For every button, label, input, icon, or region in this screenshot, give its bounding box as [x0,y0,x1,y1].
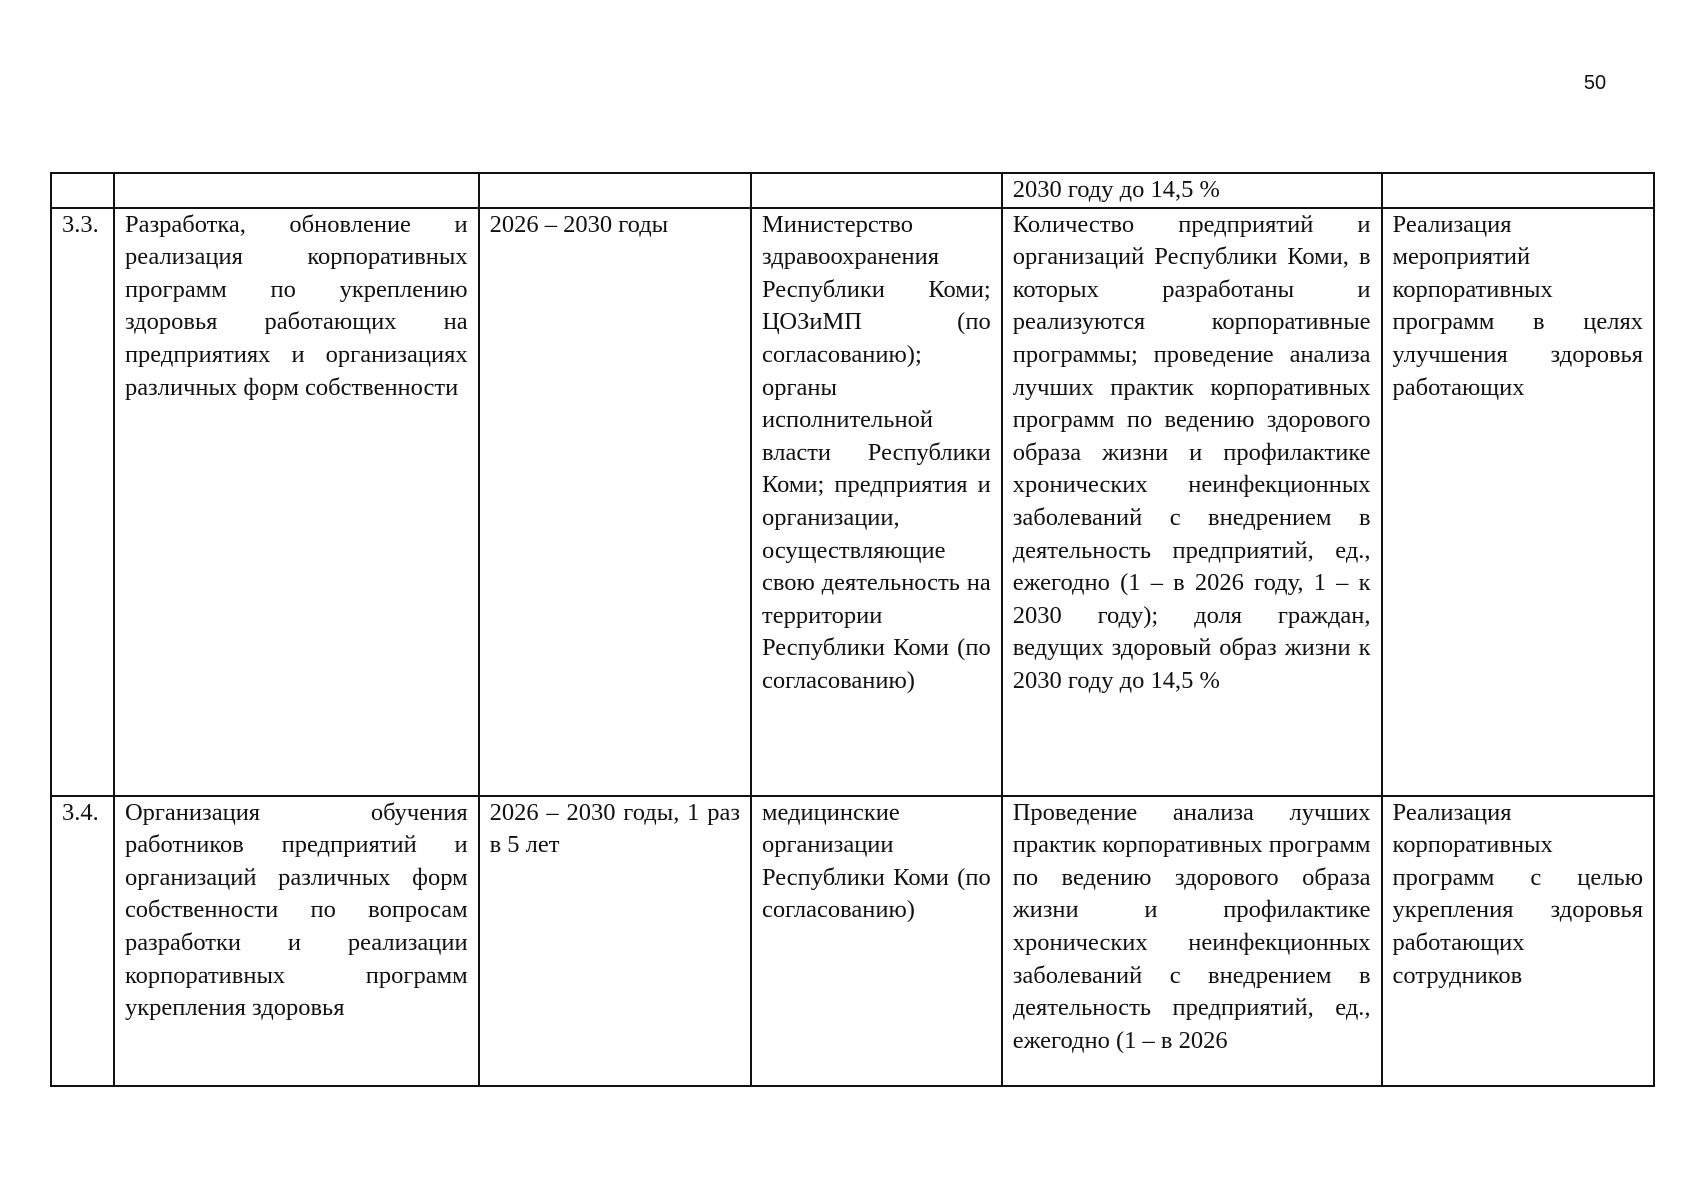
cell-responsible: Министерство здравоохранения Республики Коми; ЦОЗиМП (по согласованию); органы исполнительной власти Республики Коми; предприятия и организации, осуществляющие свою деятельность на территории Республики Коми (по согласованию) [751,208,1002,796]
table-row-continuation [51,173,1654,208]
cell-name: Организация обучения работников предприятий и организаций различных форм собственности по вопросам разработки и реализации корпоративных программ укрепления здоровья [114,796,479,1086]
cell-indicator: Количество предприятий и организаций Республики Коми, в которых разработаны и реализуются корпоративные программы; проведение анализа лучших практик корпоративных программ по ведению здорового образа жизни и профилактике хронических неинфекционных заболеваний с внедрением в деятельность предприятий, ед., ежегодно (1 – в 2026 году, 1 – к 2030 году); доля граждан, ведущих здоровый образ жизни к 2030 году до 14,5 % [1002,208,1382,796]
cell-result: Реализация корпоративных программ с целью укрепления здоровья работающих сотрудников [1382,796,1654,1086]
cell-responsible: медицинские организации Республики Коми (по согласованию) [751,796,1002,1086]
cell-indicator: 2030 году до 14,5 % [1002,173,1382,208]
cell-result: Реализация мероприятий корпоративных программ в целях улучшения здоровья работающих [1382,208,1654,796]
cell-responsible [751,173,1002,208]
cell-num: 3.4. [51,796,114,1086]
cell-name [114,173,479,208]
cell-result [1382,173,1654,208]
cell-indicator: Проведение анализа лучших практик корпоративных программ по ведению здорового образа жизни и профилактике хронических неинфекционных заболеваний с внедрением в деятельность предприятий, ед., ежегодно (1 – в 2026 [1002,796,1382,1086]
measures-table [50,172,1655,1087]
table-row [51,208,1654,796]
page-number: 50 [1583,72,1607,94]
cell-term [479,173,751,208]
cell-term: 2026 – 2030 годы [479,208,751,796]
table-row [51,796,1654,1086]
cell-name: Разработка, обновление и реализация корпоративных программ по укреплению здоровья работающих на предприятиях и организациях различных форм собственности [114,208,479,796]
cell-num: 3.3. [51,208,114,796]
cell-term: 2026 – 2030 годы, 1 раз в 5 лет [479,796,751,1086]
cell-num [51,173,114,208]
